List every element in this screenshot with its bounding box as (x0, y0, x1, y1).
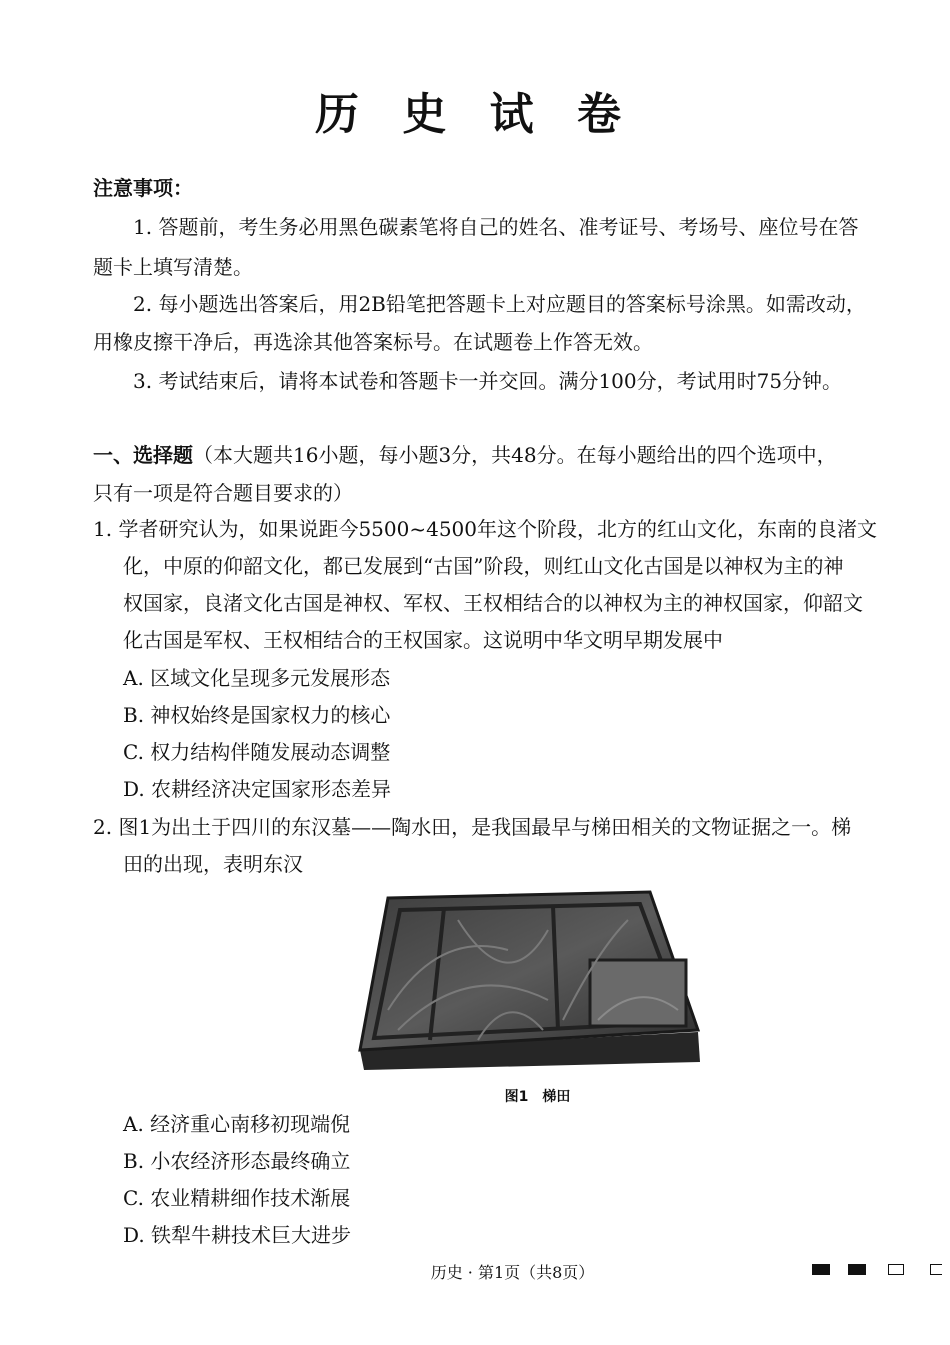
print-mark-filled (812, 1264, 830, 1275)
q2-option-d: D. 铁犁牛耕技术巨大进步 (123, 1223, 352, 1247)
notice-item-3: 3. 考试结束后，请将本试卷和答题卡一并交回。满分100分，考试用时75分钟。 (133, 369, 843, 393)
section-header (93, 441, 837, 469)
q1-stem-line-2: 化，中原的仰韶文化，都已发展到“古国”阶段，则红山文化古国是以神权为主的神 (123, 554, 844, 578)
q1-stem-line-3: 权国家，良渚文化古国是神权、军权、王权相结合的以神权为主的神权国家，仰韶文 (123, 591, 863, 615)
notice-item-2-line-2: 用橡皮擦干净后，再选涂其他答案标号。在试题卷上作答无效。 (93, 330, 653, 354)
terraced-field-figure (358, 890, 703, 1070)
section-label: 一、选择题 (93, 443, 193, 467)
page-footer: 历史 · 第1页（共8页） (430, 1263, 595, 1282)
section-description: （本大题共16小题，每小题3分，共48分。在每小题给出的四个选项中， (193, 443, 837, 467)
q2-stem-line-2: 田的出现，表明东汉 (123, 852, 303, 876)
notice-item-1-line-2: 题卡上填写清楚。 (93, 255, 253, 279)
notice-item-1-line-1: 1. 答题前，考生务必用黑色碳素笔将自己的姓名、准考证号、考场号、座位号在答 (133, 215, 859, 239)
print-mark-filled (848, 1264, 866, 1275)
notice-heading: 注意事项： (93, 176, 193, 200)
notice-item-2-line-1: 2. 每小题选出答案后，用2B铅笔把答题卡上对应题目的答案标号涂黑。如需改动， (133, 292, 866, 316)
q1-stem-line-4: 化古国是军权、王权相结合的王权国家。这说明中华文明早期发展中 (123, 628, 723, 652)
q2-option-a: A. 经济重心南移初现端倪 (123, 1112, 351, 1136)
paper-title: 历 史 试 卷 (315, 89, 635, 140)
figure-caption: 图1 梯田 (504, 1089, 571, 1105)
q2-option-c: C. 农业精耕细作技术渐展 (123, 1186, 351, 1210)
q1-option-a: A. 区域文化呈现多元发展形态 (123, 666, 391, 690)
q1-option-c: C. 权力结构伴随发展动态调整 (123, 740, 391, 764)
q2-option-b: B. 小农经济形态最终确立 (123, 1149, 351, 1173)
print-mark-empty (888, 1264, 904, 1275)
q1-option-b: B. 神权始终是国家权力的核心 (123, 703, 391, 727)
q1-option-d: D. 农耕经济决定国家形态差异 (123, 777, 392, 801)
section-description-cont: 只有一项是符合题目要求的） (93, 481, 353, 505)
print-mark-partial (930, 1264, 942, 1275)
q1-stem-line-1: 1. 学者研究认为，如果说距今5500~4500年这个阶段，北方的红山文化，东南的良渚文 (93, 517, 877, 541)
q2-stem-line-1: 2. 图1为出土于四川的东汉墓——陶水田，是我国最早与梯田相关的文物证据之一。梯 (93, 815, 852, 839)
